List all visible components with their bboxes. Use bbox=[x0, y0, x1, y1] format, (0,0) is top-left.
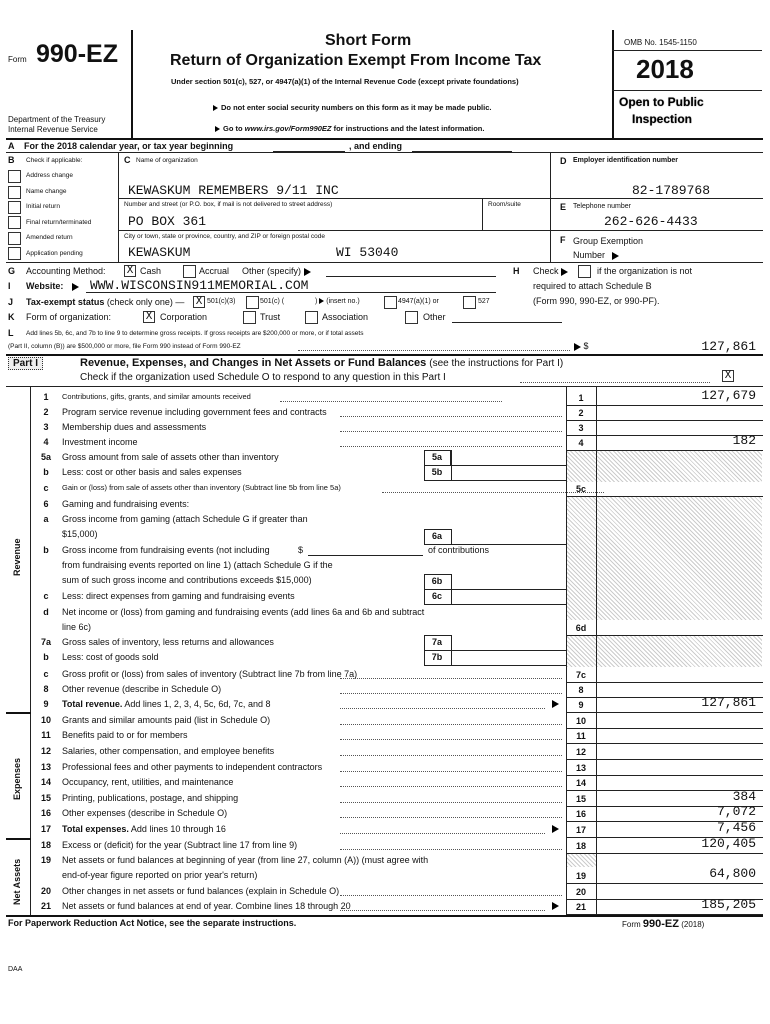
line-text: Investment income bbox=[62, 437, 138, 447]
dot-leader bbox=[340, 739, 562, 740]
line-text: Gross income from fundraising events (not including bbox=[62, 545, 270, 555]
title-short: Short Form bbox=[325, 32, 412, 49]
initial-return-label: Initial return bbox=[26, 203, 60, 210]
right-line-number: 21 bbox=[575, 902, 586, 912]
inner-box-label: 7a bbox=[431, 637, 442, 647]
501c-checkbox[interactable] bbox=[246, 296, 259, 309]
room-suite-label: Room/suite bbox=[488, 201, 521, 208]
line-text bbox=[62, 699, 270, 709]
association-checkbox[interactable] bbox=[305, 311, 318, 324]
row-line bbox=[566, 759, 763, 760]
line-number: 15 bbox=[40, 793, 51, 803]
address-change-label: Address change bbox=[26, 172, 73, 179]
right-line-number: 6d bbox=[575, 623, 587, 633]
line-text bbox=[62, 824, 226, 834]
name-change-label: Name change bbox=[26, 188, 67, 195]
line-text: Salaries, other compensation, and employee benefits bbox=[62, 746, 275, 756]
cash-checkbox[interactable]: X bbox=[124, 265, 136, 277]
line-l-dollar: $ bbox=[574, 341, 589, 351]
line-k-letter: K bbox=[8, 312, 15, 322]
line-text-cont: line 6c) bbox=[62, 622, 92, 632]
line-number: 21 bbox=[40, 901, 51, 911]
right-line-number: 2 bbox=[578, 408, 584, 418]
right-line-number: 18 bbox=[575, 841, 586, 851]
line-number: 10 bbox=[40, 715, 51, 725]
line-text: Occupancy, rent, utilities, and maintenance bbox=[62, 777, 234, 787]
line-b-letter: B bbox=[8, 155, 15, 165]
row-line bbox=[566, 405, 763, 406]
line-h-text3: (Form 990, 990-EZ, or 990-PF). bbox=[533, 296, 660, 306]
amount-field[interactable]: 64,800 bbox=[709, 866, 756, 881]
revenue-side-label: Revenue bbox=[12, 538, 22, 576]
right-line-number: 16 bbox=[575, 809, 586, 819]
line-number: 2 bbox=[43, 407, 49, 417]
final-return-checkbox[interactable] bbox=[8, 216, 21, 229]
right-line-number: 3 bbox=[578, 423, 584, 433]
row-line bbox=[566, 775, 763, 776]
inner-box-label: 6c bbox=[431, 591, 442, 601]
line-text: Less: direct expenses from gaming and fundraising events bbox=[62, 591, 295, 601]
line-text-cont: end-of-year figure reported on prior year's return) bbox=[62, 870, 258, 880]
line-text: Grants and similar amounts paid (list in Schedule O) bbox=[62, 715, 271, 725]
line-number: 5a bbox=[40, 452, 51, 462]
name-change-checkbox[interactable] bbox=[8, 186, 21, 199]
line-number: c bbox=[43, 591, 49, 601]
arrow-icon bbox=[552, 902, 559, 910]
527-checkbox[interactable] bbox=[463, 296, 476, 309]
inner-box-label: 6a bbox=[431, 531, 442, 541]
dot-leader bbox=[340, 817, 562, 818]
row-line bbox=[566, 420, 763, 421]
amended-return-checkbox[interactable] bbox=[8, 232, 21, 245]
schedule-o-text: Check if the organization used Schedule O to respond to any question in this Part I bbox=[80, 372, 446, 383]
line-e-letter: E bbox=[560, 202, 567, 212]
amount-field[interactable]: 127,861 bbox=[701, 695, 756, 710]
note-ssn: Do not enter social security numbers on this form as it may be made public. bbox=[213, 103, 491, 112]
arrow-icon bbox=[552, 825, 559, 833]
line-number: 11 bbox=[41, 730, 51, 740]
inner-field[interactable] bbox=[450, 604, 566, 605]
inner-field[interactable] bbox=[450, 465, 566, 466]
ein-value[interactable]: 82-1789768 bbox=[632, 183, 711, 198]
line-number: a bbox=[43, 514, 49, 524]
right-line-number: 12 bbox=[575, 747, 586, 757]
part1-label: Part I bbox=[8, 357, 43, 370]
501c-label: 501(c) ( bbox=[260, 298, 285, 305]
group-exemption-label: Group Exemption bbox=[573, 236, 644, 246]
arrow-icon bbox=[552, 700, 559, 708]
right-line-number: 17 bbox=[575, 825, 586, 835]
line-text: Program service revenue including government fees and contracts bbox=[62, 407, 327, 417]
right-line-number: 14 bbox=[575, 778, 586, 788]
line-number: 17 bbox=[40, 824, 51, 834]
dot-leader bbox=[340, 849, 562, 850]
line-text: Professional fees and other payments to independent contractors bbox=[62, 762, 323, 772]
line-text: Gross amount from sale of assets other than inventory bbox=[62, 452, 279, 462]
dot-leader bbox=[340, 678, 562, 679]
dot-leader bbox=[340, 446, 562, 447]
address-change-checkbox[interactable] bbox=[8, 170, 21, 183]
line-b-label: Check if applicable: bbox=[26, 157, 83, 164]
right-line-number: 5c bbox=[575, 484, 586, 494]
row-line bbox=[566, 743, 763, 744]
row-line bbox=[566, 635, 763, 636]
line-number: 19 bbox=[40, 855, 51, 865]
note-instructions: Go to www.irs.gov/Form990EZ for instructions and the latest information. bbox=[215, 124, 484, 133]
dot-leader bbox=[340, 833, 545, 834]
corporation-checkbox[interactable]: X bbox=[143, 311, 155, 323]
line-text-cont: from fundraising events reported on line 1) (attach Schedule G if the bbox=[62, 560, 333, 570]
accrual-label: Accrual bbox=[199, 266, 230, 276]
accounting-method-label: Accounting Method: bbox=[26, 266, 106, 276]
row-line bbox=[566, 450, 763, 451]
line-number: 8 bbox=[43, 684, 49, 694]
line-text: Benefits paid to or for members bbox=[62, 730, 188, 740]
line-number: 4 bbox=[43, 437, 49, 447]
line-6b-dollar: $ bbox=[298, 545, 304, 555]
line-d-letter: D bbox=[560, 156, 567, 166]
expenses-side-label: Expenses bbox=[12, 757, 22, 800]
amount-field[interactable]: 384 bbox=[732, 789, 756, 804]
trust-label: Trust bbox=[260, 312, 281, 322]
form-number: 990-EZ bbox=[36, 40, 118, 68]
line-number: 14 bbox=[40, 777, 51, 787]
schedule-o-checkbox[interactable]: X bbox=[722, 370, 734, 382]
cash-label: Cash bbox=[140, 266, 162, 276]
line-j-letter: J bbox=[8, 297, 14, 307]
inner-box-label: 7b bbox=[431, 652, 443, 662]
row-line bbox=[566, 712, 763, 713]
line-text-rest: Add lines 10 through 16 bbox=[128, 824, 226, 834]
title-main: Return of Organization Exempt From Income Tax bbox=[170, 52, 542, 69]
line-l-text1: Add lines 5b, 6c, and 7b to line 9 to determine gross receipts. If gross receipts are $200,000 or more, or if total assets bbox=[26, 330, 364, 337]
association-label: Association bbox=[322, 312, 369, 322]
line-number: 7a bbox=[40, 637, 51, 647]
dot-leader bbox=[340, 416, 562, 417]
line-text: Excess or (deficit) for the year (Subtract line 17 from line 9) bbox=[62, 840, 298, 850]
dept-treasury: Department of the Treasury bbox=[8, 115, 106, 124]
line-number: d bbox=[43, 607, 49, 617]
line-a-letter: A bbox=[8, 141, 15, 151]
501c-close: ) (insert no.) bbox=[315, 298, 360, 305]
line-number: 20 bbox=[40, 886, 51, 896]
amount-field[interactable]: 7,456 bbox=[716, 820, 756, 835]
footer-form: Form 990-EZ (2018) bbox=[622, 918, 705, 930]
line-number: 9 bbox=[43, 699, 49, 709]
group-number-label: Number bbox=[573, 250, 619, 260]
right-line-number: 9 bbox=[578, 700, 584, 710]
amount-field[interactable]: 120,405 bbox=[701, 836, 756, 851]
line-number: 1 bbox=[43, 392, 49, 402]
other-org-label: Other bbox=[423, 312, 446, 322]
line-text: Other revenue (describe in Schedule O) bbox=[62, 684, 222, 694]
line-number: 3 bbox=[43, 422, 49, 432]
application-pending-checkbox[interactable] bbox=[8, 247, 21, 260]
org-name-label: Name of organization bbox=[136, 157, 198, 164]
line-text-bold: Total revenue. bbox=[62, 699, 123, 709]
right-line-number: 4 bbox=[578, 438, 584, 448]
527-label: 527 bbox=[478, 298, 490, 305]
street-value[interactable]: PO BOX 361 bbox=[128, 214, 207, 229]
inner-field[interactable] bbox=[450, 480, 566, 481]
line-number: 6 bbox=[43, 499, 49, 509]
inner-box-label: 6b bbox=[431, 576, 443, 586]
dept-irs: Internal Revenue Service bbox=[8, 125, 98, 134]
4947-checkbox[interactable] bbox=[384, 296, 397, 309]
open-to-public: Open to Public bbox=[619, 95, 704, 109]
row-line bbox=[566, 883, 763, 884]
501c3-checkbox[interactable]: X bbox=[193, 296, 205, 308]
inner-box-label: 5a bbox=[431, 452, 442, 462]
dot-leader bbox=[340, 755, 562, 756]
inspection: Inspection bbox=[632, 112, 693, 126]
line-h-text1: if the organization is not bbox=[597, 266, 693, 276]
right-line-number: 10 bbox=[575, 716, 586, 726]
daa-label: DAA bbox=[8, 966, 23, 973]
city-label: City or town, state or province, country, and ZIP or foreign postal code bbox=[124, 233, 325, 240]
line-text-cont: sum of such gross income and contributions exceeds $15,000) bbox=[62, 575, 312, 585]
line-text: Net assets or fund balances at end of year. Combine lines 18 through 20 bbox=[62, 901, 351, 911]
line-h-check: Check bbox=[533, 266, 568, 276]
row-line bbox=[566, 682, 763, 683]
ein-label: Employer identification number bbox=[573, 157, 679, 164]
line-l-text2: (Part II, column (B)) are $500,000 or more, file Form 990 instead of Form 990-EZ bbox=[8, 343, 241, 350]
part1-title: Revenue, Expenses, and Changes in Net Assets or Fund Balances (see the instructions for Part I) bbox=[80, 357, 564, 369]
right-line-number: 13 bbox=[575, 763, 586, 773]
tax-year: 2018 bbox=[636, 54, 694, 84]
line-c-letter: C bbox=[124, 155, 131, 165]
line-h-text2: required to attach Schedule B bbox=[533, 281, 652, 291]
dot-leader bbox=[340, 802, 562, 803]
line-a-text: For the 2018 calendar year, or tax year beginning bbox=[24, 141, 234, 151]
trust-checkbox[interactable] bbox=[243, 311, 256, 324]
org-name-value[interactable]: KEWASKUM REMEMBERS 9/11 INC bbox=[128, 183, 339, 198]
net-assets-side-label: Net Assets bbox=[12, 858, 22, 905]
irs-link[interactable]: www.irs.gov/Form990EZ bbox=[244, 124, 332, 133]
line-f-letter: F bbox=[560, 235, 566, 245]
phone-label: Telephone number bbox=[573, 203, 631, 210]
amount-field[interactable]: 182 bbox=[732, 433, 756, 448]
line-text: Less: cost of goods sold bbox=[62, 652, 159, 662]
right-line-number: 7c bbox=[575, 670, 586, 680]
line-l-letter: L bbox=[8, 328, 14, 338]
dot-leader bbox=[340, 724, 562, 725]
street-label: Number and street (or P.O. box, if mail is not delivered to street address) bbox=[124, 201, 333, 208]
line-text: Gross income from gaming (attach Schedule G if greater than bbox=[62, 514, 308, 524]
line-text-bold: Total expenses. bbox=[62, 824, 129, 834]
line-text: Other changes in net assets or fund balances (explain in Schedule O) bbox=[62, 886, 340, 896]
application-pending-label: Application pending bbox=[26, 250, 83, 257]
city-value[interactable]: KEWASKUM bbox=[128, 245, 191, 260]
inner-field[interactable] bbox=[450, 665, 566, 666]
phone-value[interactable]: 262-626-4433 bbox=[604, 214, 698, 229]
underline bbox=[308, 555, 423, 556]
tax-exempt-label: Tax-exempt status (check only one) — bbox=[26, 297, 185, 307]
dot-leader bbox=[340, 786, 562, 787]
line-number: b bbox=[43, 467, 49, 477]
row-line bbox=[566, 496, 763, 497]
line-i-letter: I bbox=[8, 281, 11, 291]
form-label: Form bbox=[8, 55, 27, 64]
line-text: Printing, publications, postage, and shipping bbox=[62, 793, 239, 803]
right-line-number: 1 bbox=[578, 393, 584, 403]
dot-leader bbox=[340, 895, 562, 896]
line-number: 12 bbox=[40, 746, 51, 756]
501c3-label: 501(c)(3) bbox=[207, 298, 236, 305]
line-text: Contributions, gifts, grants, and similar amounts received bbox=[62, 392, 251, 401]
final-return-label: Final return/terminated bbox=[26, 219, 92, 226]
line-a-ending: , and ending bbox=[349, 141, 402, 151]
dot-leader bbox=[340, 910, 545, 911]
line-6b-of: of contributions bbox=[428, 545, 490, 555]
line-text: Net income or (loss) from gaming and fundraising events (add lines 6a and 6b and subtract bbox=[62, 607, 425, 617]
dot-leader bbox=[340, 431, 562, 432]
omb-number: OMB No. 1545-1150 bbox=[624, 38, 697, 47]
line-text-cont: $15,000) bbox=[62, 529, 98, 539]
subtitle: Under section 501(c), 527, or 4947(a)(1) of the Internal Revenue Code (except private foundations) bbox=[171, 77, 519, 86]
dot-leader bbox=[340, 693, 562, 694]
line-g-letter: G bbox=[8, 266, 16, 276]
other-org-checkbox[interactable] bbox=[405, 311, 418, 324]
line-text: Gaming and fundraising events: bbox=[62, 499, 190, 509]
gross-receipts-value[interactable]: 127,861 bbox=[701, 339, 756, 354]
initial-return-checkbox[interactable] bbox=[8, 201, 21, 214]
website-label: Website: bbox=[26, 281, 79, 291]
line-text: Less: cost or other basis and sales expenses bbox=[62, 467, 242, 477]
amount-field[interactable]: 127,679 bbox=[701, 388, 756, 403]
right-line-number: 19 bbox=[575, 871, 586, 881]
line-text: Gross profit or (loss) from sales of inventory (Subtract line 7b from line 7a) bbox=[62, 669, 358, 679]
right-line-number: 11 bbox=[576, 731, 586, 741]
paperwork-notice: For Paperwork Reduction Act Notice, see the separate instructions. bbox=[8, 918, 297, 928]
line-text-rest: Add lines 1, 2, 3, 4, 5c, 6d, 7c, and 8 bbox=[122, 699, 271, 709]
line-h-letter: H bbox=[513, 266, 520, 276]
right-line-number: 20 bbox=[575, 887, 586, 897]
dot-leader bbox=[280, 401, 502, 402]
inner-box-label: 5b bbox=[431, 467, 443, 477]
line-number: c bbox=[43, 483, 49, 493]
form-of-org-label: Form of organization: bbox=[26, 312, 112, 322]
website-value[interactable]: WWW.WISCONSIN911MEMORIAL.COM bbox=[90, 278, 309, 293]
inner-field[interactable] bbox=[450, 589, 566, 590]
line-text: Membership dues and assessments bbox=[62, 422, 207, 432]
line-number: 13 bbox=[40, 762, 51, 772]
right-line-number: 15 bbox=[575, 794, 586, 804]
corporation-label: Corporation bbox=[160, 312, 208, 322]
amount-field[interactable]: 185,205 bbox=[701, 897, 756, 912]
row-line bbox=[566, 728, 763, 729]
line-number: 18 bbox=[40, 840, 51, 850]
accrual-checkbox[interactable] bbox=[183, 265, 196, 278]
line-text: Other expenses (describe in Schedule O) bbox=[62, 808, 228, 818]
inner-field[interactable] bbox=[450, 650, 566, 651]
right-line-number: 8 bbox=[578, 685, 584, 695]
line-number: b bbox=[43, 545, 49, 555]
dot-leader bbox=[340, 708, 545, 709]
row-line bbox=[566, 853, 763, 854]
line-text: Net assets or fund balances at beginning of year (from line 27, column (A)) (must agree with bbox=[62, 855, 429, 865]
dot-leader bbox=[340, 771, 562, 772]
line-number: c bbox=[43, 669, 49, 679]
amended-return-label: Amended return bbox=[26, 234, 73, 241]
line-number: b bbox=[43, 652, 49, 662]
line-number: 16 bbox=[40, 808, 51, 818]
other-method-label: Other (specify) bbox=[242, 266, 311, 276]
amount-field[interactable]: 7,072 bbox=[716, 804, 756, 819]
4947-label: 4947(a)(1) or bbox=[398, 298, 439, 305]
schedule-b-checkbox[interactable] bbox=[578, 265, 591, 278]
line-text: Gross sales of inventory, less returns and allowances bbox=[62, 637, 274, 647]
state-zip-value[interactable]: WI 53040 bbox=[336, 245, 399, 260]
line-text: Gain or (loss) from sale of assets other than inventory (Subtract line 5b from line 5a) bbox=[62, 483, 341, 492]
